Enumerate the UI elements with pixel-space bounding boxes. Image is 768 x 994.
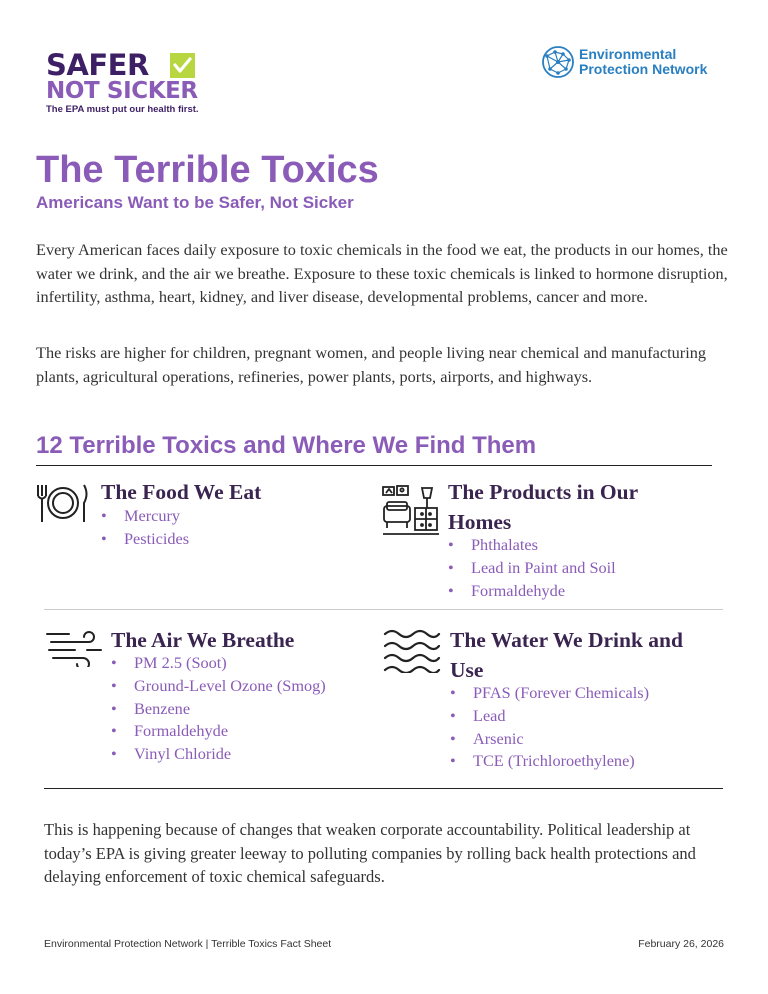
- list-item: • Vinyl Chloride: [111, 743, 326, 766]
- category-title-products: The Products in Our Homes: [448, 480, 638, 534]
- safer-not-sicker-logo: [46, 50, 216, 120]
- list-item: • Mercury: [101, 505, 189, 528]
- category-title-food: The Food We Eat: [101, 480, 262, 504]
- page-title: The Terrible Toxics: [36, 149, 379, 191]
- water-waves-icon: [383, 629, 441, 678]
- logo-safer-text: SAFER: [46, 48, 149, 82]
- list-item: • Phthalates: [448, 534, 616, 557]
- logo-tagline: The EPA must put our health first.: [46, 104, 199, 115]
- intro-paragraph-1: Every American faces daily exposure to toxic chemicals in the food we eat, the products in our homes, the water we drink, and the air we breathe. Exposure to these toxic chemicals is linked to hormone disruption, infertility, asthma, heart, kidney, and liver disease, developmental problems, cancer and more.: [36, 240, 728, 306]
- footer-date: February 26, 2026: [638, 938, 724, 950]
- epn-name-line2: Protection Network: [579, 61, 708, 77]
- closing-paragraph: This is happening because of changes that weaken corporate accountability. Political leadership at today’s EPA is giving greater leeway to polluting companies by rolling back health protections and delaying enforcement of toxic chemical safeguards.: [44, 820, 696, 886]
- epn-name: [579, 47, 707, 77]
- list-item: • Formaldehyde: [111, 720, 326, 743]
- section-top-divider: [36, 465, 712, 466]
- list-item: • Ground-Level Ozone (Smog): [111, 675, 326, 698]
- footer-source: Environmental Protection Network | Terrible Toxics Fact Sheet: [44, 938, 332, 950]
- list-item: • Arsenic: [450, 728, 649, 751]
- section-heading: 12 Terrible Toxics and Where We Find Them: [36, 432, 537, 459]
- epn-logo: [541, 45, 741, 81]
- category-list-food: [101, 505, 189, 551]
- category-title-air: The Air We Breathe: [111, 628, 295, 652]
- epn-name-line1: Environmental: [579, 46, 677, 62]
- list-item: • Lead: [450, 705, 649, 728]
- list-item: • TCE (Trichloroethylene): [450, 750, 649, 773]
- checkmark-icon: [170, 53, 195, 78]
- wind-icon: [45, 629, 103, 672]
- category-list-air: [111, 652, 326, 766]
- list-item: • Pesticides: [101, 528, 189, 551]
- category-title-water: The Water We Drink and Use: [450, 628, 683, 682]
- category-list-products: [448, 534, 616, 602]
- globe-network-icon: [541, 45, 575, 79]
- logo-not-sicker-text: NOT SICKER: [46, 78, 198, 104]
- category-list-water: [450, 682, 649, 773]
- list-item: • Formaldehyde: [448, 580, 616, 603]
- page-subtitle: Americans Want to be Safer, Not Sicker: [36, 193, 354, 212]
- section-bottom-divider: [44, 788, 723, 789]
- list-item: • PM 2.5 (Soot): [111, 652, 326, 675]
- intro-paragraph-2: The risks are higher for children, pregnant women, and people living near chemical and manufacturing plants, agricultural operations, refineries, power plants, ports, airports, and highways.: [36, 343, 706, 386]
- list-item: • PFAS (Forever Chemicals): [450, 682, 649, 705]
- plate-utensils-icon: [34, 482, 92, 529]
- list-item: • Benzene: [111, 698, 326, 721]
- home-furniture-icon: [381, 484, 439, 541]
- list-item: • Lead in Paint and Soil: [448, 557, 616, 580]
- section-middle-divider: [44, 609, 723, 610]
